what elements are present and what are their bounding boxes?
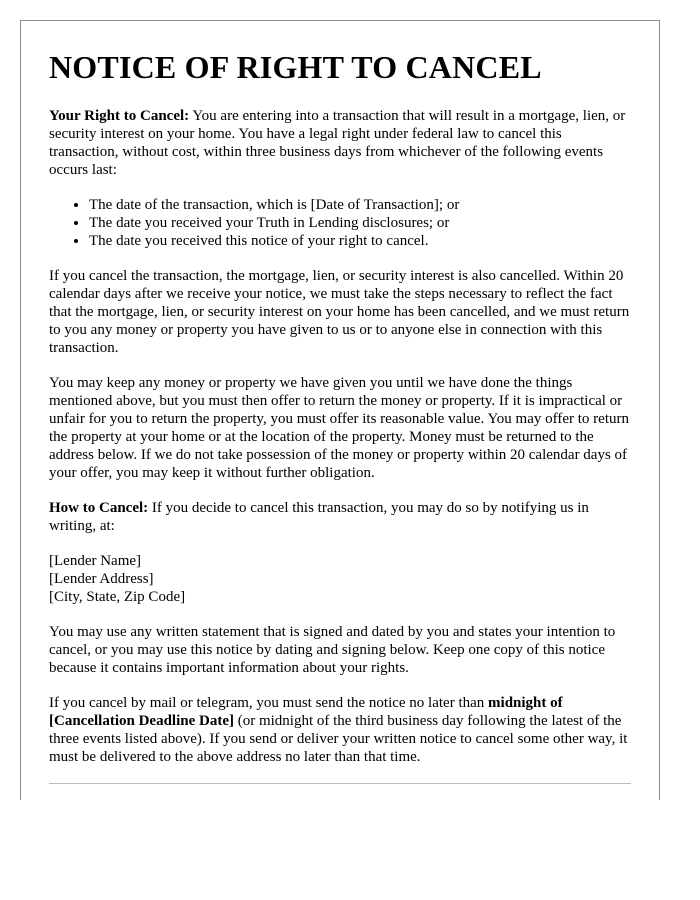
how-to-cancel-label: How to Cancel:	[49, 500, 149, 516]
deadline-text-before: If you cancel by mail or telegram, you must send the notice no later than	[49, 695, 489, 711]
right-to-cancel-paragraph	[49, 107, 631, 179]
how-to-cancel-paragraph	[49, 499, 631, 535]
document-title: NOTICE OF RIGHT TO CANCEL	[49, 49, 542, 85]
lender-name: [Lender Name]	[49, 553, 142, 569]
lender-street: [Lender Address]	[49, 571, 154, 587]
events-list	[49, 196, 631, 250]
deadline-text-after: (or midnight of the third business day following the latest of the three events listed above). If you send or deliver your written notice to cancel some other way, it must be delivered to the above address no later than that time.	[49, 713, 628, 765]
deadline-date: midnight of [Cancellation Deadline Date]	[49, 695, 563, 729]
cancel-effect-paragraph: If you cancel the transaction, the mortgage, lien, or security interest is also cancelled. Within 20 calendar days after we receive your notice, we must take the steps necessary to reflect the fact that the mortgage, lien, or security interest on your home has been cancelled, and we must return to you any money or property you have given to us or to anyone else in connection with this transaction.	[49, 268, 630, 356]
list-item: • The date of the transaction, which is [Date of Transaction]; or	[89, 196, 631, 214]
deadline-paragraph	[49, 694, 631, 766]
how-to-cancel-text: If you decide to cancel this transaction, you may do so by notifying us in writing, at:	[49, 500, 589, 534]
notice-document	[20, 20, 660, 800]
list-item: • The date you received your Truth in Lending disclosures; or	[89, 214, 631, 232]
written-statement-paragraph: You may use any written statement that is signed and dated by you and states your intention to cancel, or you may use this notice by dating and signing below. Keep one copy of this notice because it contains important information about your rights.	[49, 624, 616, 676]
keep-money-paragraph: You may keep any money or property we have given you until we have done the things mentioned above, but you must then offer to return the money or property. If it is impractical or unfair for you to return the property, you must offer its reasonable value. You may offer to return the property at your home or at the location of the property. Money must be returned to the address below. If we do not take possession of the money or property within 20 calendar days of your offer, you may keep it without further obligation.	[49, 375, 629, 481]
lender-address-block	[49, 552, 631, 606]
right-to-cancel-label: Your Right to Cancel:	[49, 108, 190, 124]
list-item: • The date you received this notice of your right to cancel.	[89, 232, 631, 250]
lender-city: [City, State, Zip Code]	[49, 589, 186, 605]
right-to-cancel-text: You are entering into a transaction that will result in a mortgage, lien, or security interest on your home. You have a legal right under federal law to cancel this transaction, without cost, within three business days from whichever of the following events occurs last:	[49, 108, 626, 178]
divider	[49, 783, 631, 784]
